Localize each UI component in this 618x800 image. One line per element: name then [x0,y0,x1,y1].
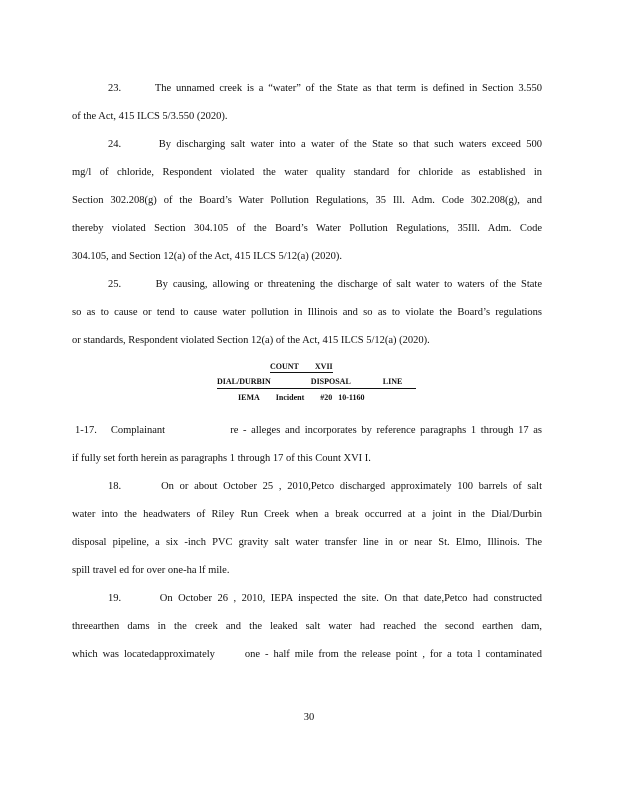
para-18-line-2: water into the headwaters of Riley Run Creek when a break occurred at a joint in the Dial/Durbin [72,509,542,520]
para-23-line-2: of the Act, 415 ILCS 5/3.550 (2020). [72,111,228,122]
para-18-line-4: spill travel ed for over one-ha lf mile. [72,565,230,576]
para-24-line-4: thereby violated Section 304.105 of the Board’s Water Pollution Regulations, 35Ill. Adm. Code [72,223,542,234]
para-18-line-1: 18. On or about October 25 , 2010,Petco discharged approximately 100 barrels of salt [108,481,542,492]
para-19-line-1: 19. On October 26 , 2010, IEPA inspected the site. On that date,Petco had constructed [108,593,542,604]
count-heading-line-2 [217,377,416,389]
para-23-line-1: 23. The unnamed creek is a “water” of the State as that term is defined in Section 3.550 [108,83,542,94]
count-title: COUNT XVII [270,362,333,371]
para-1-17-line-2: if fully set forth herein as paragraphs 1 through 17 of this Count XVI I. [72,453,371,464]
para-24-line-1: 24. By discharging salt water into a water of the State so that such waters exceed 500 [108,139,542,150]
para-1-17-line-1: 1-17. Complainant re - alleges and incorporates by reference paragraphs 1 through 17 as [75,425,542,436]
para-19-line-2: threearthen dams in the creek and the leaked salt water had reached the second earthen dam, [72,621,542,632]
para-24-line-2: mg/l of chloride, Respondent violated the water quality standard for chloride as established in [72,167,542,178]
count-heading-line-3: IEMA Incident #20 10-1160 [238,393,365,402]
para-25-line-3: or standards, Respondent violated Section 12(a) of the Act, 415 ILCS 5/12(a) (2020). [72,335,430,346]
count-heading-line-1 [270,362,333,372]
page-number: 30 [303,712,315,723]
para-19-line-3: which was locatedapproximately one - half mile from the release point , for a tota l contaminated [72,649,542,660]
para-25-line-1: 25. By causing, allowing or threatening the discharge of salt water to waters of the State [108,279,542,290]
para-18-line-3: disposal pipeline, a six -inch PVC gravity salt water transfer line in or near St. Elmo, Illinois. The [72,537,542,548]
para-24-line-3: Section 302.208(g) of the Board’s Water Pollution Regulations, 35 Ill. Adm. Code 302.208(g), and [72,195,542,206]
para-25-line-2: so as to cause or tend to cause water pollution in Illinois and so as to violate the Board’s regulations [72,307,542,318]
para-24-line-5: 304.105, and Section 12(a) of the Act, 415 ILCS 5/12(a) (2020). [72,251,343,262]
count-subtitle: DIAL/DURBIN DISPOSAL LINE [217,377,416,389]
